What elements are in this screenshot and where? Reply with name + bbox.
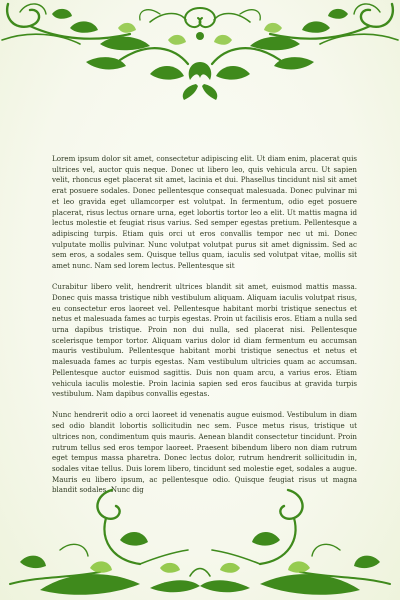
document-body	[52, 154, 357, 507]
paragraph-3: Nunc hendrerit odio a orci laoreet id venenatis augue euismod. Vestibulum in diam sed odio blandit lobortis sollicitudin nec sem. Fusce metus risus, tristique ut ultrices non, condimentum quis mauris. Aenean blandit consectetur tincidunt. Proin rutrum tellus sed eros tempor laoreet. Praesent bibendum libero non diam rutrum eget tempus massa pharetra. Donec lectus dolor, rutrum hendrerit sollicitudin in, sodales vitae tellus. Duis lorem libero, tincidunt sed molestie eget, sodales a augue. Mauris eu libero ipsum, ac pellentesque odio. Quisque feugiat risus ut magna blandit sodales. Nunc dig	[52, 410, 357, 495]
bottom-floral-ornament	[0, 480, 400, 600]
top-floral-ornament	[0, 0, 400, 110]
paragraph-2: Curabitur libero velit, hendrerit ultrices blandit sit amet, euismod mattis massa. Donec quis massa tristique nibh vestibulum aliquam. Aliquam iaculis volutpat risus, eu consectetur eros laoreet vel. Pellentesque habitant morbi tristique senectus et netus et malesuada fames ac turpis egestas. Proin ut facilisis eros. Etiam a nulla sed urna dapibus tristique. Proin non dui nulla, sed placerat nisi. Pellentesque scelerisque tempor tortor. Aliquam varius dolor id diam fermentum eu accumsan mauris vestibulum. Pellentesque habitant morbi tristique senectus et netus et malesuada fames ac turpis egestas. Nam vestibulum ultricies quam ac accumsan. Pellentesque auctor euismod sagittis. Duis non quam arcu, a varius eros. Etiam vehicula iaculis molestie. Proin lacinia sapien sed eros faucibus at gravida turpis vestibulum. Nam dapibus convallis egestas.	[52, 282, 357, 399]
paragraph-1: Lorem ipsum dolor sit amet, consectetur adipiscing elit. Ut diam enim, placerat quis ultrices vel, auctor quis neque. Donec ut libero leo, quis vehicula arcu. Ut sapien velit, rhoncus eget placerat sit amet, lacinia et dui. Phasellus tincidunt nisl sit amet erat posuere sodales. Donec pellentesque consequat malesuada. Donec pulvinar mi et leo gravida eget ullamcorper est volutpat. In fermentum, odio eget posuere placerat, risus lectus ornare urna, eget lobortis tortor leo a elit. Ut mattis magna id lectus molestie et feugiat risus varius. Sed semper egestas pretium. Pellentesque a adipiscing turpis. Etiam quis orci ut eros convallis tempor nec ut mi. Donec vulputate mollis pulvinar. Nunc volutpat volutpat purus sit amet dignissim. Sed ac sem eros, a sodales sem. Quisque tellus quam, iaculis sed volutpat vitae, mollis sit amet nunc. Nam sed lorem lectus. Pellentesque sit	[52, 154, 357, 271]
